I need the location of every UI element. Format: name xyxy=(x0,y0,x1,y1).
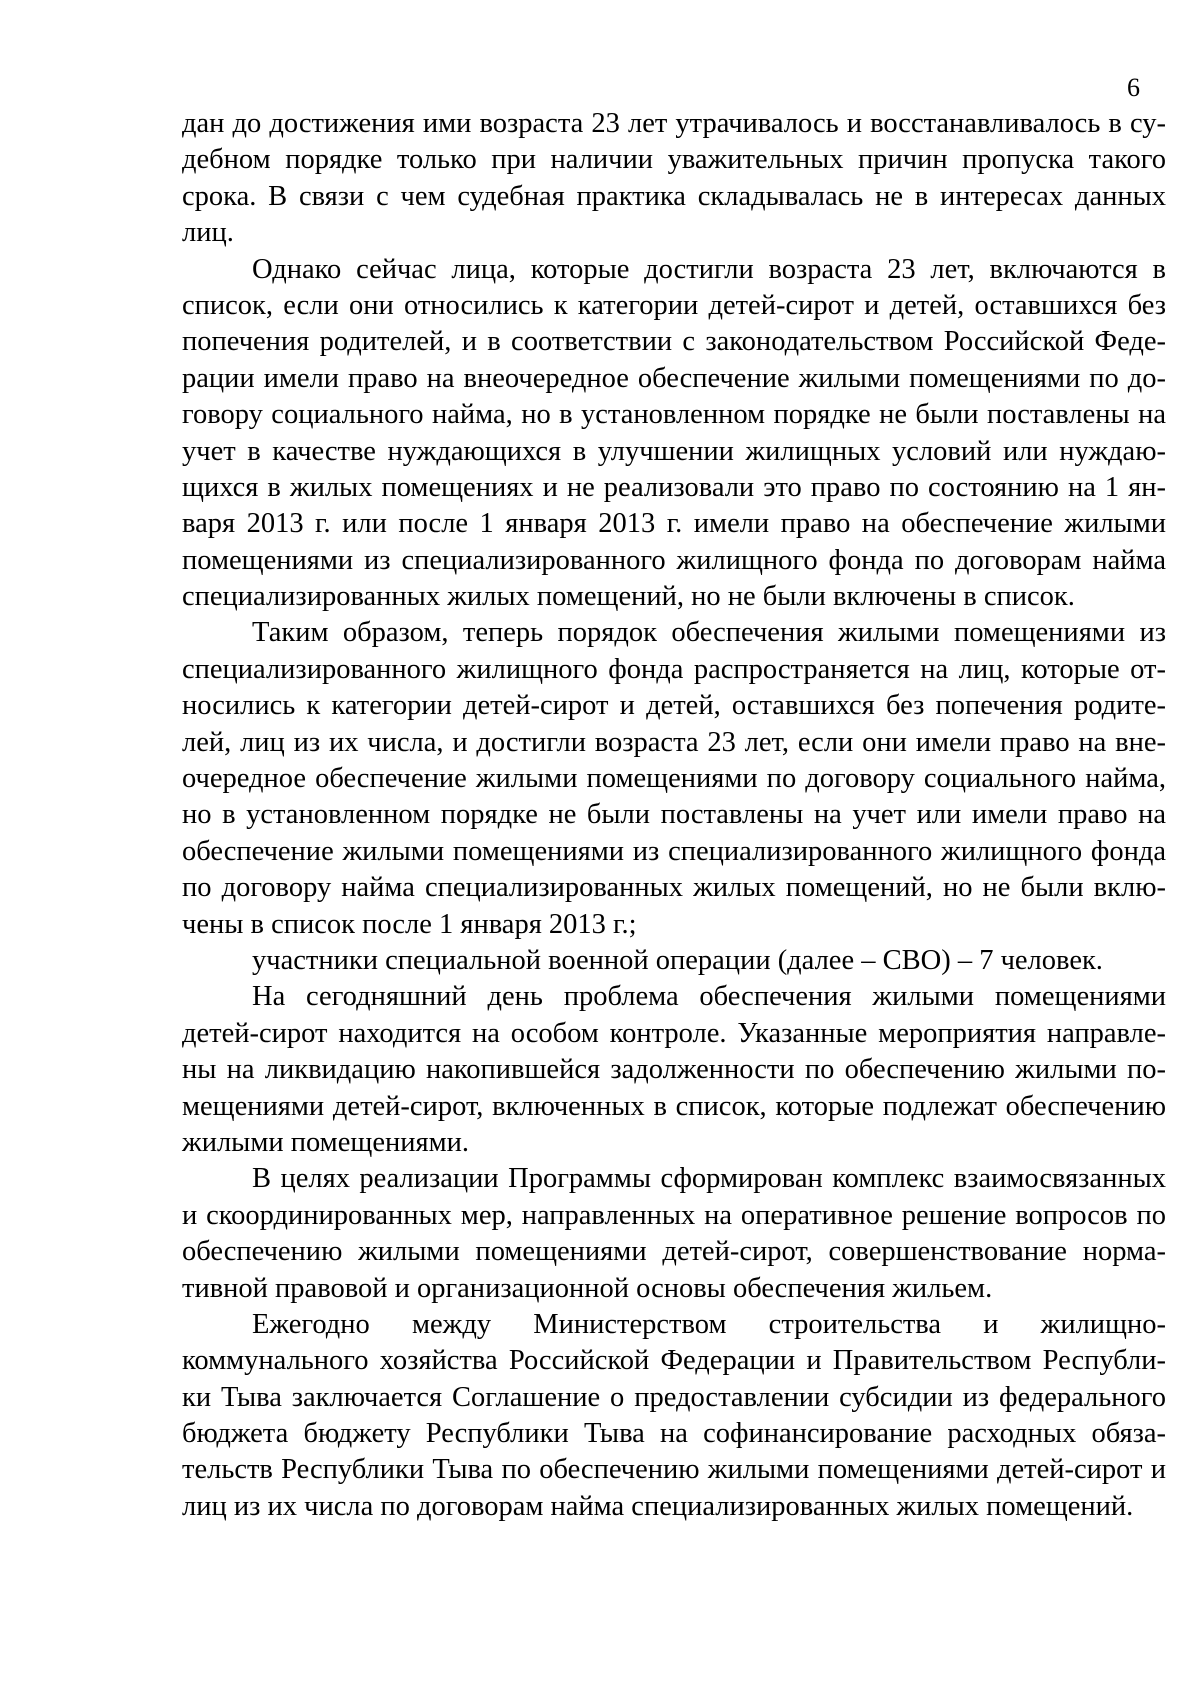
text-line: и скоординированных мер, направленных на оперативное решение вопросов по xyxy=(182,1199,1166,1231)
text-line: носились к категории детей-сирот и детей, оставшихся без попечения родите- xyxy=(182,690,1166,722)
text-line: дан до достижения ими возраста 23 лет утрачивалось и восстанавливалось в су- xyxy=(182,108,1166,139)
text-line: очередное обеспечение жилыми помещениями по договору социального найма, xyxy=(182,763,1166,795)
text-line: специализированных жилых помещений, но не были включены в список. xyxy=(182,581,1075,613)
body-text xyxy=(182,106,1166,1525)
text-line: лиц. xyxy=(182,217,234,249)
text-line: дебном порядке только при наличии уважительных причин пропуска такого xyxy=(182,144,1166,176)
text-line: помещениями из специализированного жилищного фонда по договорам найма xyxy=(182,544,1166,576)
text-line: тельств Республики Тыва по обеспечению жилыми помещениями детей-сирот и xyxy=(182,1454,1166,1486)
text-line: детей-сирот находится на особом контроле. Указанные мероприятия направле- xyxy=(182,1017,1166,1049)
text-line: срока. В связи с чем судебная практика складывалась не в интересах данных xyxy=(182,180,1166,212)
text-line: варя 2013 г. или после 1 января 2013 г. имели право на обеспечение жилыми xyxy=(182,508,1166,540)
text-line: жилыми помещениями. xyxy=(182,1126,469,1158)
text-line: но в установленном порядке не были поставлены на учет или имели право на xyxy=(182,799,1166,831)
text-line: мещениями детей-сирот, включенных в список, которые подлежат обеспечению xyxy=(182,1090,1166,1122)
text-line: чены в список после 1 января 2013 г.; xyxy=(182,908,637,940)
text-line: лей, лиц из их числа, и достигли возраста 23 лет, если они имели право на вне- xyxy=(182,726,1166,758)
text-line: бюджета бюджету Республики Тыва на софинансирование расходных обяза- xyxy=(182,1418,1166,1450)
page-number: 6 xyxy=(1127,73,1140,102)
text-line: Ежегодно между Министерством строительства и жилищно- xyxy=(252,1308,1166,1340)
text-line: список, если они относились к категории детей-сирот и детей, оставшихся без xyxy=(182,289,1166,321)
text-line: лиц из их числа по договорам найма специализированных жилых помещений. xyxy=(182,1490,1134,1522)
text-line: Однако сейчас лица, которые достигли возраста 23 лет, включаются в xyxy=(252,253,1166,285)
text-line: рации имели право на внеочередное обеспечение жилыми помещениями по до- xyxy=(182,362,1166,394)
text-line: говору социального найма, но в установленном порядке не были поставлены на xyxy=(182,399,1166,431)
text-line: тивной правовой и организационной основы обеспечения жильем. xyxy=(182,1272,993,1304)
text-line: щихся в жилых помещениях и не реализовали это право по состоянию на 1 ян- xyxy=(182,471,1166,503)
text-line: На сегодняшний день проблема обеспечения жилыми помещениями xyxy=(252,981,1166,1013)
text-line: по договору найма специализированных жилых помещений, но не были вклю- xyxy=(182,872,1166,904)
text-line: ны на ликвидацию накопившейся задолженности по обеспечению жилыми по- xyxy=(182,1054,1166,1086)
text-line: учет в качестве нуждающихся в улучшении жилищных условий или нуждаю- xyxy=(182,435,1166,467)
text-line: коммунального хозяйства Российской Федерации и Правительством Республи- xyxy=(182,1345,1166,1377)
text-line: обеспечению жилыми помещениями детей-сирот, совершенствование норма- xyxy=(182,1236,1166,1268)
text-line: попечения родителей, и в соответствии с законодательством Российской Феде- xyxy=(182,326,1166,358)
text-line: специализированного жилищного фонда распространяется на лиц, которые от- xyxy=(182,653,1166,685)
text-line: обеспечение жилыми помещениями из специализированного жилищного фонда xyxy=(182,835,1166,867)
text-line: ки Тыва заключается Соглашение о предоставлении субсидии из федерального xyxy=(182,1381,1166,1413)
text-line: Таким образом, теперь порядок обеспечения жилыми помещениями из xyxy=(252,617,1166,649)
text-line: участники специальной военной операции (далее – СВО) – 7 человек. xyxy=(252,944,1103,976)
text-line: В целях реализации Программы сформирован комплекс взаимосвязанных xyxy=(252,1163,1166,1195)
